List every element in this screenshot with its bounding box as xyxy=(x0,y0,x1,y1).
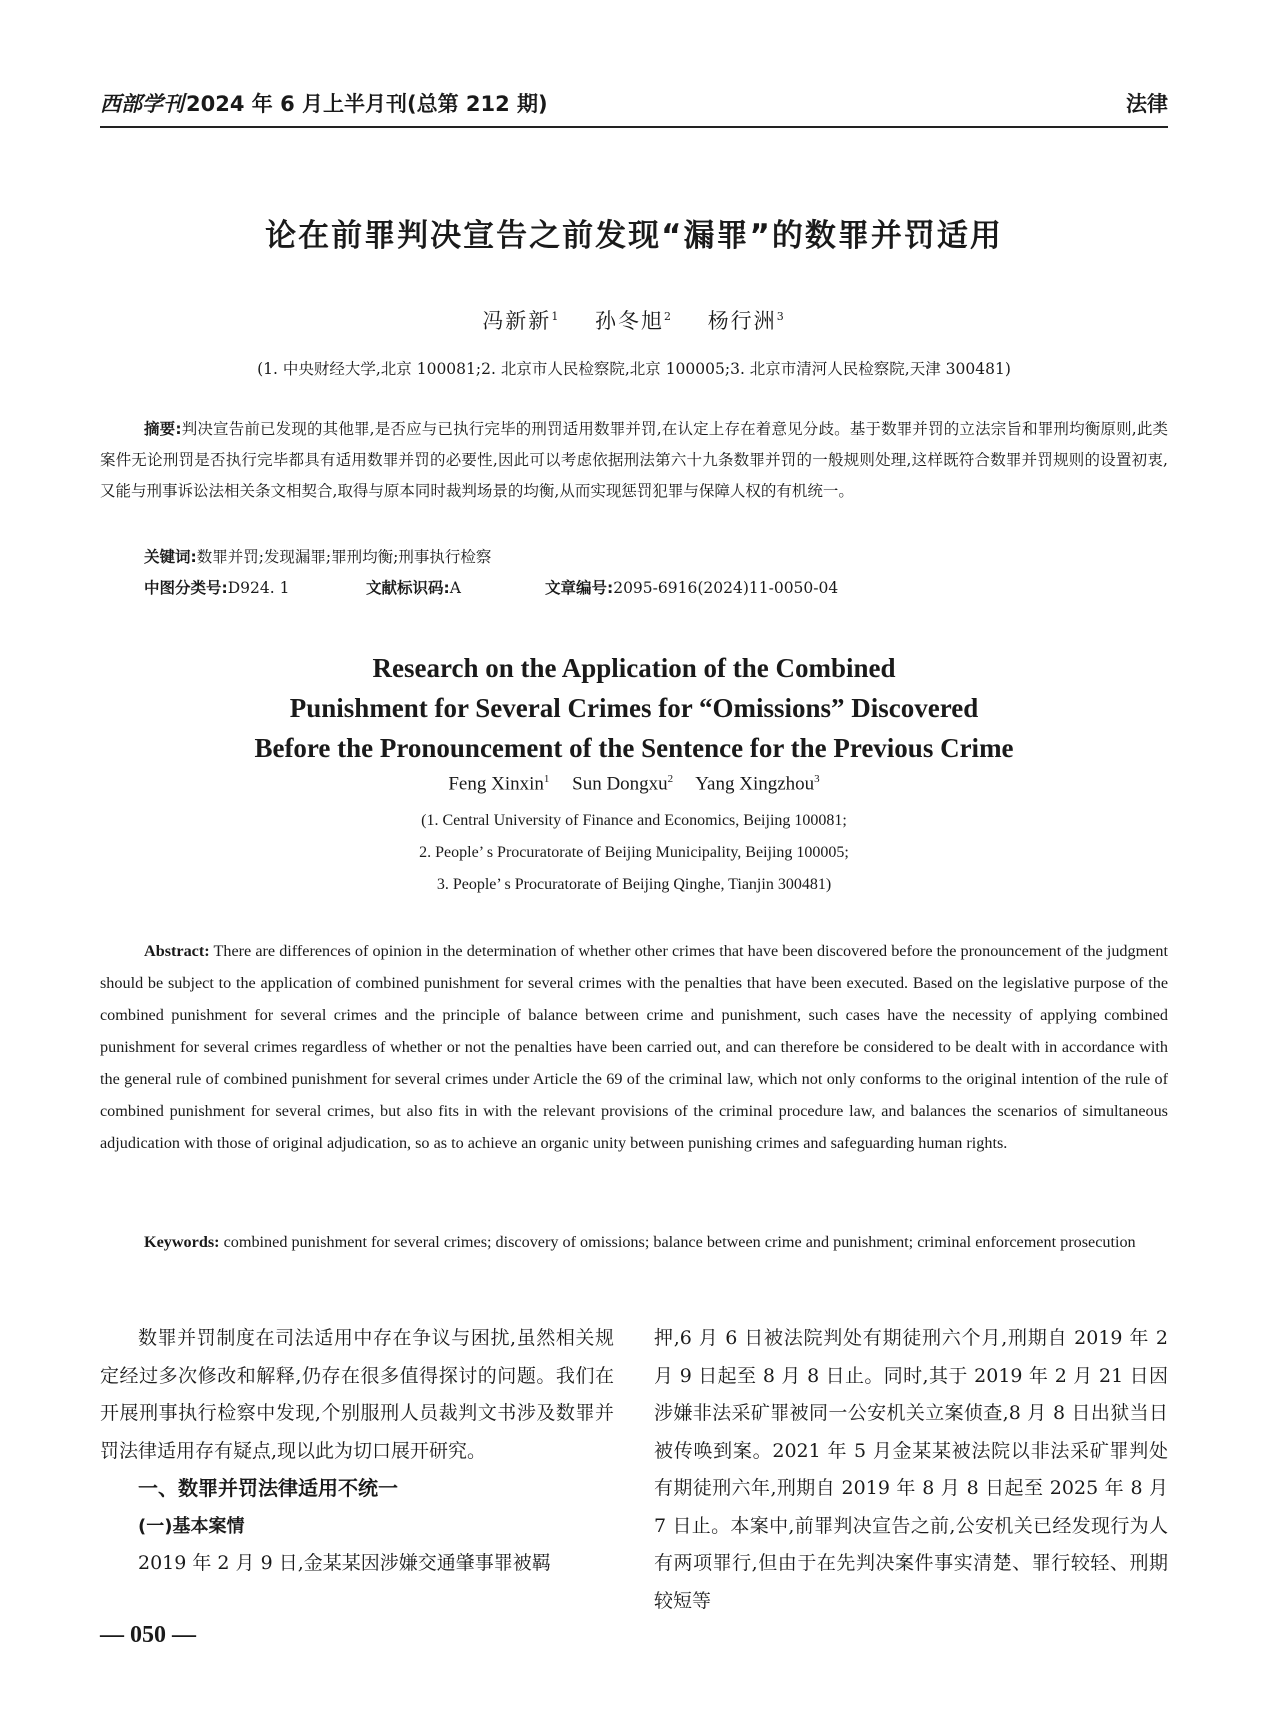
article-number-value: 2095-6916(2024)11-0050-04 xyxy=(613,579,839,597)
document-code xyxy=(366,576,461,598)
english-title-line: Before the Pronouncement of the Sentence for the Previous Crime xyxy=(254,733,1014,763)
english-title xyxy=(100,648,1168,768)
author-superscript: 3 xyxy=(814,773,820,785)
case-paragraph-continued: 押,6 月 6 日被法院判处有期徒刑六个月,刑期自 2019 年 2 月 9 日起至 8 月 8 日止。同时,其于 2019 年 2 月 21 日因涉嫌非法采矿罪被同一公安机关立案侦查,8 月 8 日出狱当日被传唤到案。2021 年 5 月金某某被法院以非法采矿罪判处有期徒刑六年,刑期自 2019 年 8 月 8 日起至 2025 年 8 月 7 日止。本案中,前罪判决宣告之前,公安机关已经发现行为人有两项罪行,但由于在先判决案件事实清楚、罪行较轻、刑期较短等 xyxy=(654,1327,1168,1612)
author-superscript: 1 xyxy=(551,310,561,323)
english-affiliation: 2. People’ s Procuratorate of Beijing Municipality, Beijing 100005; xyxy=(419,844,849,861)
intro-paragraph: 数罪并罚制度在司法适用中存在争议与困扰,虽然相关规定经过多次修改和解释,仍存在很多值得探讨的问题。我们在开展刑事执行检察中发现,个别服刑人员裁判文书涉及数罪并罚法律适用存有疑点,现以此为切口展开研究。 xyxy=(100,1327,614,1462)
clc-value: D924. 1 xyxy=(227,579,290,597)
english-affiliation: (1. Central University of Finance and Economics, Beijing 100081; xyxy=(421,812,847,829)
journal-logo: 西部学刊 xyxy=(100,91,184,116)
author-superscript: 2 xyxy=(664,310,673,323)
clc-number xyxy=(144,576,289,598)
abstract-label: Abstract: xyxy=(144,942,210,960)
page-number: — 050 — xyxy=(100,1622,196,1648)
keywords-text: combined punishment for several crimes; discovery of omissions; balance between crime and punishment; criminal enforcement prosecution xyxy=(223,1233,1136,1251)
subsection-heading: (一)基本案情 xyxy=(138,1515,245,1537)
author-name: Sun Dongxu xyxy=(572,773,668,795)
section-heading: 一、数罪并罚法律适用不统一 xyxy=(138,1476,398,1500)
abstract-text: 判决宣告前已发现的其他罪,是否应与已执行完毕的刑罚适用数罪并罚,在认定上存在着意见分歧。基于数罪并罚的立法宗旨和罪刑均衡原则,此类案件无论刑罚是否执行完毕都具有适用数罪并罚的必要性,因此可以考虑依据刑法第六十九条数罪并罚的一般规则处理,这样既符合数罪并罚规则的设置初衷,又能与刑事诉讼法相关条文相契合,取得与原本同时裁判场景的均衡,从而实现惩罚犯罪与保障人权的有机统一。 xyxy=(100,420,1168,500)
author-superscript: 3 xyxy=(776,310,786,323)
author-name: 杨行洲 xyxy=(707,309,777,333)
chinese-title: 论在前罪判决宣告之前发现“漏罪”的数罪并罚适用 xyxy=(265,218,1003,254)
author-superscript: 1 xyxy=(543,773,550,785)
section-label: 法律 xyxy=(1126,92,1168,116)
author-name: Yang Xingzhou xyxy=(695,773,815,795)
keywords-label: 关键词: xyxy=(144,548,197,566)
issue-label: 2024 年 6 月上半月刊(总第 212 期) xyxy=(186,92,548,116)
chinese-keywords xyxy=(144,545,491,567)
body-left-column xyxy=(100,1320,614,1583)
header-rule xyxy=(100,126,1168,128)
clc-label: 中图分类号: xyxy=(144,579,228,597)
abstract-label: 摘要: xyxy=(144,420,182,438)
case-paragraph: 2019 年 2 月 9 日,金某某因涉嫌交通肇事罪被羁 xyxy=(138,1552,551,1574)
article-number xyxy=(545,576,838,598)
author-name: Feng Xinxin xyxy=(448,773,544,795)
english-title-line: Research on the Application of the Combined xyxy=(372,653,896,683)
body-right-column xyxy=(654,1320,1168,1620)
running-header xyxy=(100,86,1168,120)
keywords-text: 数罪并罚;发现漏罪;罪刑均衡;刑事执行检察 xyxy=(196,548,492,566)
author-superscript: 2 xyxy=(667,773,674,785)
chinese-affiliations: (1. 中央财经大学,北京 100081;2. 北京市人民检察院,北京 100005;3. 北京市清河人民检察院,天津 300481) xyxy=(257,360,1011,378)
english-title-line: Punishment for Several Crimes for “Omissions” Discovered xyxy=(289,693,979,723)
author-name: 孙冬旭 xyxy=(595,309,664,333)
english-keywords xyxy=(100,1226,1168,1258)
chinese-abstract xyxy=(100,414,1168,507)
keywords-label: Keywords: xyxy=(144,1233,220,1251)
journal-issue xyxy=(100,88,548,118)
english-abstract xyxy=(100,935,1168,1159)
doc-code-value: A xyxy=(449,579,461,597)
chinese-authors xyxy=(100,305,1168,335)
article-number-label: 文章编号: xyxy=(545,579,614,597)
author-name: 冯新新 xyxy=(482,309,552,333)
abstract-text: There are differences of opinion in the determination of whether other crimes that have been discovered before the pronouncement of the judgment should be subject to the application of combined punishment for several crimes with the penalties that have been executed. Based on the legislative purpose of the combined punishment for several crimes and the principle of balance between crime and punishment, such cases have the necessity of applying combined punishment for several crimes regardless of whether or not the penalties have been carried out, and can therefore be considered to be dealt with in accordance with the general rule of combined punishment for several crimes under Article the 69 of the criminal law, which not only conforms to the original intention of the rule of combined punishment for several crimes, but also fits in with the relevant provisions of the criminal procedure law, and balances the scenarios of simultaneous adjudication with those of original adjudication, so as to achieve an organic unity between punishing crimes and safeguarding human rights. xyxy=(100,942,1168,1152)
doc-code-label: 文献标识码: xyxy=(366,579,450,597)
english-authors xyxy=(100,773,1168,795)
english-affiliation: 3. People’ s Procuratorate of Beijing Qinghe, Tianjin 300481) xyxy=(436,876,832,893)
